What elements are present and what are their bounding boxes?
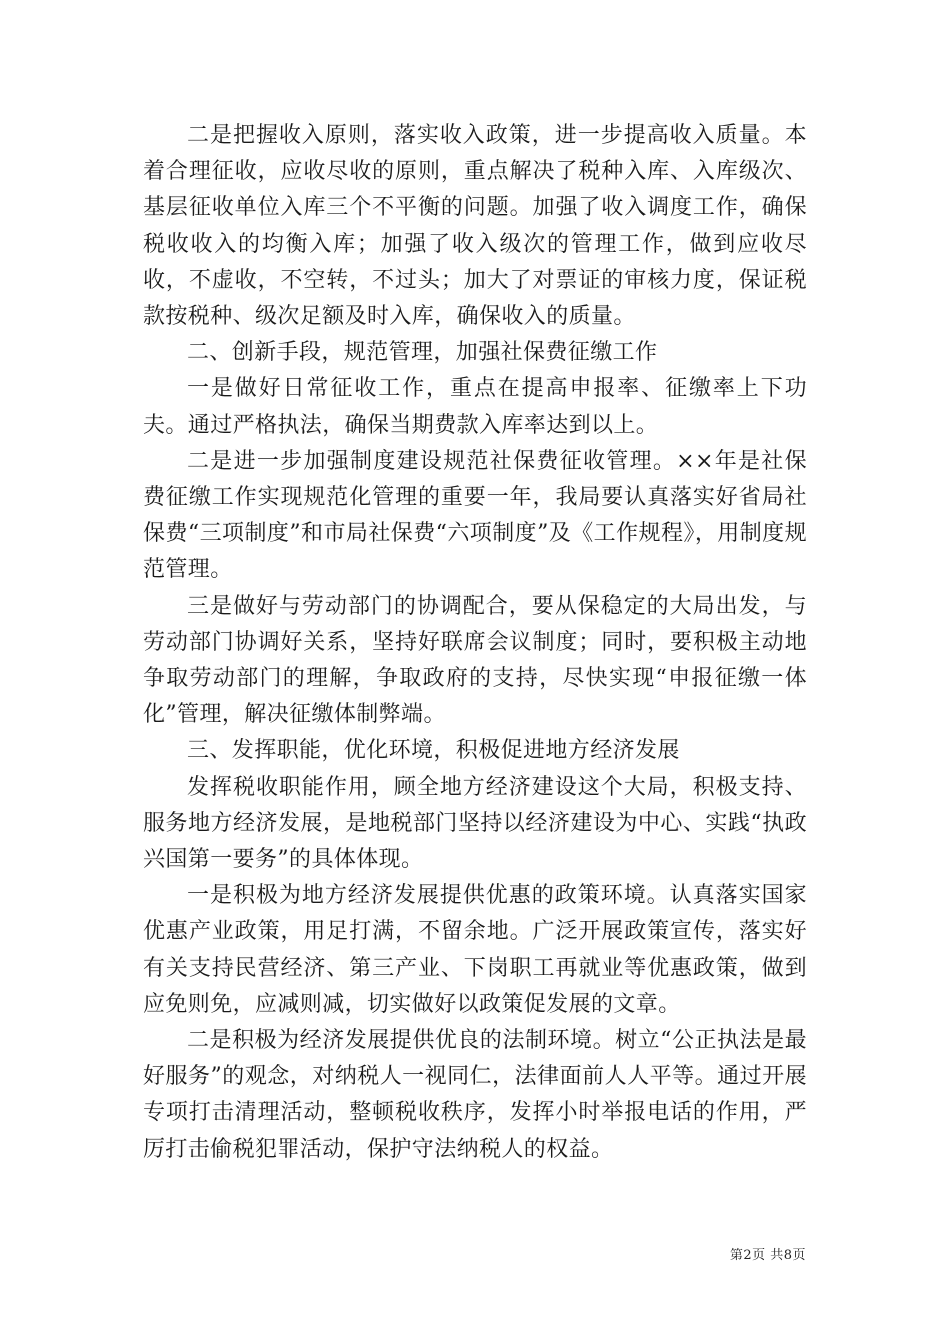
paragraph-system-building: 二是进一步加强制度建设规范社保费征收管理。××年是社保费征缴工作实现规范化管理的重要一年，我局要认真落实好省局社保费“三项制度”和市局社保费“六项制度”及《工作规程》，用制度规范管理。 xyxy=(143,448,807,583)
paragraph-policy-environment: 一是积极为地方经济发展提供优惠的政策环境。认真落实国家优惠产业政策，用足打满，不留余地。广泛开展政策宣传，落实好有关支持民营经济、第三产业、下岗职工再就业等优惠政策，做到应免则免，应减则减，切实做好以政策促发展的文章。 xyxy=(143,883,807,1017)
document-body xyxy=(143,118,807,1168)
page-number: 第2页 共8页 xyxy=(729,1248,806,1263)
paragraph-legal-environment: 二是积极为经济发展提供优良的法制环境。树立“公正执法是最好服务”的观念，对纳税人一视同仁，法律面前人人平等。通过开展专项打击清理活动，整顿税收秩序，发挥小时举报电话的作用，严厉打击偷税犯罪活动，保护守法纳税人的权益。 xyxy=(143,1028,807,1162)
heading-social-security: 二、创新手段，规范管理，加强社保费征缴工作 xyxy=(187,340,658,366)
paragraph-daily-collection: 一是做好日常征收工作，重点在提高申报率、征缴率上下功夫。通过严格执法，确保当期费款入库率达到以上。 xyxy=(143,376,807,438)
paragraph-labor-coordination: 三是做好与劳动部门的协调配合，要从保稳定的大局出发，与劳动部门协调好关系，坚持好联席会议制度；同时，要积极主动地争取劳动部门的理解，争取政府的支持，尽快实现“申报征缴一体化”管理，解决征缴体制弊端。 xyxy=(143,593,807,728)
heading-local-economy: 三、发挥职能，优化环境，积极促进地方经济发展 xyxy=(187,738,680,764)
paragraph-tax-function: 发挥税收职能作用，顾全地方经济建设这个大局，积极支持、服务地方经济发展，是地税部门坚持以经济建设为中心、实践“执政兴国第一要务”的具体体现。 xyxy=(143,774,807,873)
paragraph-revenue-quality: 二是把握收入原则，落实收入政策，进一步提高收入质量。本着合理征收，应收尽收的原则，重点解决了税种入库、入库级次、基层征收单位入库三个不平衡的问题。加强了收入调度工作，确保税收收入的均衡入库；加强了收入级次的管理工作，做到应收尽收，不虚收，不空转，不过头；加大了对票证的审核力度，保证税款按税种、级次足额及时入库，确保收入的质量。 xyxy=(143,123,807,330)
